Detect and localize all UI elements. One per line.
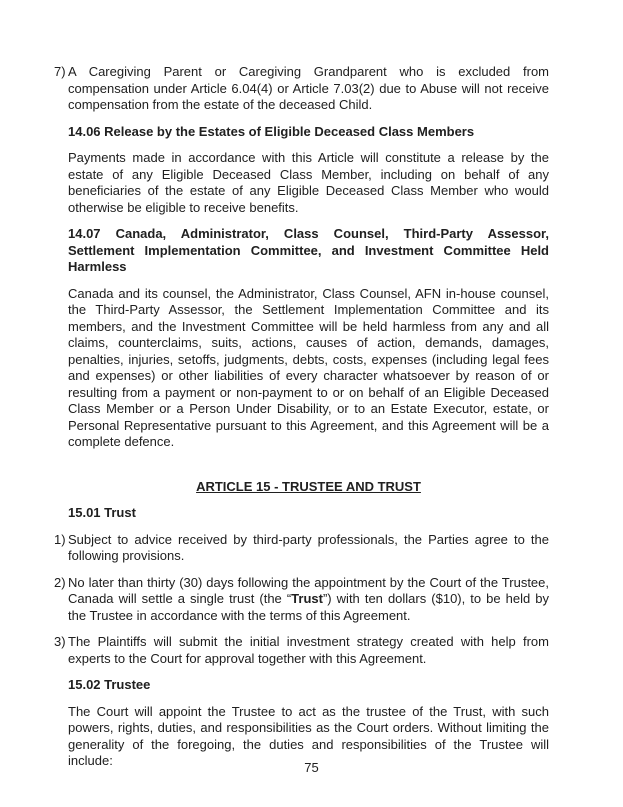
list-item-3-text: The Plaintiffs will submit the initial investment strategy created with help from experts to the Court for approval together with this Agreement. <box>68 634 549 666</box>
heading-15-01: 15.01 Trust <box>68 505 136 520</box>
page-content <box>54 64 549 780</box>
list-item-2-text-after: ”) with ten dollars ($10), to be held by the Trustee in accordance with the terms of this Agreement. <box>68 591 550 623</box>
list-item-1-marker: 1) <box>54 531 66 547</box>
list-item-3-marker: 3) <box>54 634 66 649</box>
article-15-heading <box>68 479 549 496</box>
heading-14-06: 14.06 Release by the Estates of Eligible Deceased Class Members <box>68 123 475 139</box>
list-item-7-marker: 7) <box>54 64 66 79</box>
paragraph-15-02: The Court will appoint the Trustee to act as the trustee of the Trust, with such powers, rights, duties, and responsibilities as the Court orders. Without limiting the generality of the foregoing, the duties and responsibilities of the Trustee will include: <box>68 703 549 768</box>
defined-term-trust: Trust <box>291 591 323 606</box>
page-number: 75 <box>304 760 319 775</box>
list-item-1 <box>54 532 549 565</box>
paragraph-14-07: Canada and its counsel, the Administrator, Class Counsel, AFN in-house counsel, the Third-Party Assessor, the Settlement Implementation Committee and its members, and the Investment Committee will be held harmless from any and all claims, counterclaims, suits, actions, causes of action, demands, damages, penalties, injuries, setoffs, judgments, debts, costs, expenses (including legal fees and expenses) or other liabilities of every character whatsoever by reason of or resulting from a payment or non-payment to or on behalf of an Eligible Deceased Class Member or a Person Under Disability, or to an Estate Executor, estate, or Personal Representative pursuant to this Agreement, and this Agreement will be a complete defence. <box>68 285 549 449</box>
article-15-heading-text: ARTICLE 15 - TRUSTEE AND TRUST <box>196 478 421 494</box>
list-item-7-text: A Caregiving Parent or Caregiving Grandparent who is excluded from compensation under Article 6.04(4) or Article 7.03(2) due to Abuse will not receive compensation from the estate of the deceased Child. <box>68 64 549 112</box>
heading-14-07: 14.07 Canada, Administrator, Class Counsel, Third-Party Assessor, Settlement Implementation Committee, and Investment Committee Held Harmless <box>68 226 549 274</box>
paragraph-14-06: Payments made in accordance with this Article will constitute a release by the estate of any Eligible Deceased Class Member, including on behalf of any beneficiaries of the estate of any Eligible Deceased Class Member who would otherwise be eligible to receive benefits. <box>68 150 549 215</box>
list-item-7 <box>54 64 549 114</box>
list-item-2-marker: 2) <box>54 574 66 590</box>
list-item-2-text-before: No later than thirty (30) days following the appointment by the Court of the Trustee, Canada will settle a single trust (the “ <box>68 574 549 606</box>
list-item-2-text <box>68 575 549 625</box>
list-item-3 <box>54 634 549 667</box>
list-item-1-text: Subject to advice received by third-party professionals, the Parties agree to the following provisions. <box>68 531 549 563</box>
heading-15-02: 15.02 Trustee <box>68 677 151 692</box>
list-item-2 <box>54 575 549 625</box>
